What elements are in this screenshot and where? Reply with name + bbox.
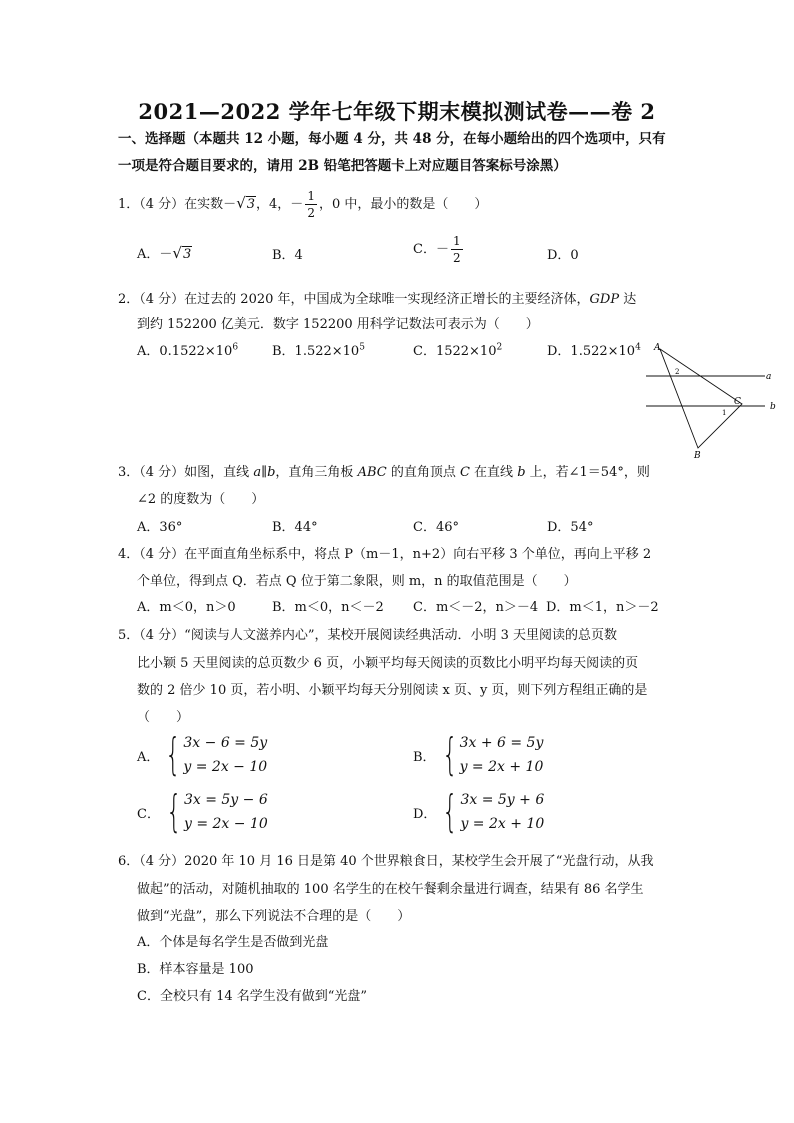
label-B: B bbox=[694, 451, 701, 461]
q4-option-d[interactable]: D．m＜1，n＞－2 bbox=[546, 600, 659, 615]
q2-option-d[interactable]: D．$1.522\times 10^4$ bbox=[547, 342, 641, 359]
geometry-figure bbox=[640, 335, 790, 465]
q4-option-c[interactable]: C．m＜－2，n＞－4 bbox=[413, 600, 539, 615]
question-6-line-3: 做到“光盘”，那么下列说法不合理的是（ ） bbox=[137, 909, 411, 924]
q4-option-b[interactable]: B．m＜0，n＜－2 bbox=[272, 600, 384, 615]
q1-option-c[interactable]: C．－ $\frac{1}{2}$ bbox=[413, 234, 461, 265]
q1-option-b[interactable]: B．4 bbox=[272, 248, 303, 263]
q5-option-b[interactable]: B． { 3x + 6 = 5y y = 2x + 10 bbox=[413, 729, 544, 780]
triangle-abc bbox=[660, 349, 742, 448]
q5-option-d[interactable]: D． { 3x = 5y + 6 y = 2x + 10 bbox=[413, 786, 545, 837]
q3-option-a[interactable]: A．36° bbox=[137, 520, 183, 535]
q1-suffix: ，0 中，最小的数是（ ） bbox=[318, 197, 488, 212]
q6-option-c[interactable]: C．全校只有 14 名学生没有做到“光盘” bbox=[137, 989, 368, 1004]
q4-option-a[interactable]: A．m＜0，n＞0 bbox=[137, 600, 236, 615]
question-5-line-2: 比小颖 5 天里阅读的总页数少 6 页，小颖平均每天阅读的页数比小明平均每天阅读的页 bbox=[137, 656, 639, 671]
q5-option-c[interactable]: C． { 3x = 5y − 6 y = 2x − 10 bbox=[137, 786, 268, 837]
q2-option-c[interactable]: C．$1522\times 10^2$ bbox=[413, 342, 503, 359]
question-5-line-3: 数的 2 倍少 10 页，若小明、小颖平均每天分别阅读 x 页、y 页，则下列方程组正确的是 bbox=[137, 683, 648, 698]
question-3-line-1: 3．（4 分）如图，直线 a∥b，直角三角板 ABC 的直角顶点 C 在直线 b 上，若∠1＝54°，则 bbox=[118, 465, 650, 480]
question-5-line-1: 5．（4 分）“阅读与人文滋养内心”，某校开展阅读经典活动．小明 3 天里阅读的总页数 bbox=[118, 628, 618, 643]
label-A: A bbox=[654, 343, 661, 353]
q1-sqrt-arg: 3 bbox=[246, 197, 256, 212]
label-b: b bbox=[770, 402, 776, 412]
question-6-line-2: 做起”的活动，对随机抽取的 100 名学生的在校午餐剩余量进行调查，结果有 86 名学生 bbox=[137, 882, 644, 897]
question-4-line-1: 4．（4 分）在平面直角坐标系中，将点 P（m－1，n+2）向右平移 3 个单位，再向上平移 2 bbox=[118, 547, 652, 562]
label-a: a bbox=[766, 372, 772, 382]
q2-option-b[interactable]: B．$1.522\times 10^5$ bbox=[272, 342, 365, 359]
question-4-line-2: 个单位，得到点 Q．若点 Q 位于第二象限，则 m，n 的取值范围是（ ） bbox=[137, 574, 577, 589]
label-angle-1: 1 bbox=[722, 409, 727, 417]
section-header-line-1: 一、选择题（本题共 12 小题，每小题 4 分，共 48 分，在每小题给出的四个选项中，只有 bbox=[118, 131, 666, 147]
q5-option-a[interactable]: A． { 3x − 6 = 5y y = 2x − 10 bbox=[137, 729, 268, 780]
q1-sqrt: √3 bbox=[236, 194, 256, 212]
label-C: C bbox=[734, 397, 741, 407]
question-2-line-2: 到约 152200 亿美元．数字 152200 用科学记数法可表示为（ ） bbox=[137, 317, 539, 332]
label-angle-2: 2 bbox=[675, 368, 680, 376]
question-3-line-2: ∠2 的度数为（ ） bbox=[137, 492, 265, 507]
question-2-line-1: 2．（4 分）在过去的 2020 年，中国成为全球唯一实现经济正增长的主要经济体，GDP 达 bbox=[118, 292, 637, 307]
question-6-line-1: 6．（4 分）2020 年 10 月 16 日是第 40 个世界粮食日，某校学生会开展了“光盘行动，从我 bbox=[118, 854, 654, 869]
q1-option-a[interactable]: A．－√3 bbox=[137, 244, 192, 262]
q3-option-c[interactable]: C．46° bbox=[413, 520, 459, 535]
q1-fraction: $\frac{1}{2}$ bbox=[307, 189, 315, 220]
section-header-line-2: 一项是符合题目要求的，请用 2B 铅笔把答题卡上对应题目答案标号涂黑） bbox=[118, 158, 567, 174]
q6-option-a[interactable]: A．个体是每名学生是否做到光盘 bbox=[137, 935, 329, 950]
page-title: 2021—2022 学年七年级下期末模拟测试卷——卷 2 bbox=[138, 99, 656, 124]
q6-option-b[interactable]: B．样本容量是 100 bbox=[137, 962, 254, 977]
q1-mid: ，4，－ bbox=[256, 197, 304, 212]
q1-prefix: 1．（4 分）在实数－ bbox=[118, 197, 237, 212]
question-1 bbox=[118, 190, 487, 219]
q3-option-d[interactable]: D．54° bbox=[547, 520, 594, 535]
q1-option-d[interactable]: D．0 bbox=[547, 248, 579, 263]
q3-option-b[interactable]: B．44° bbox=[272, 520, 318, 535]
question-5-line-4: （ ） bbox=[137, 710, 190, 725]
q2-option-a[interactable]: A．$0.1522\times 10^6$ bbox=[137, 342, 239, 359]
